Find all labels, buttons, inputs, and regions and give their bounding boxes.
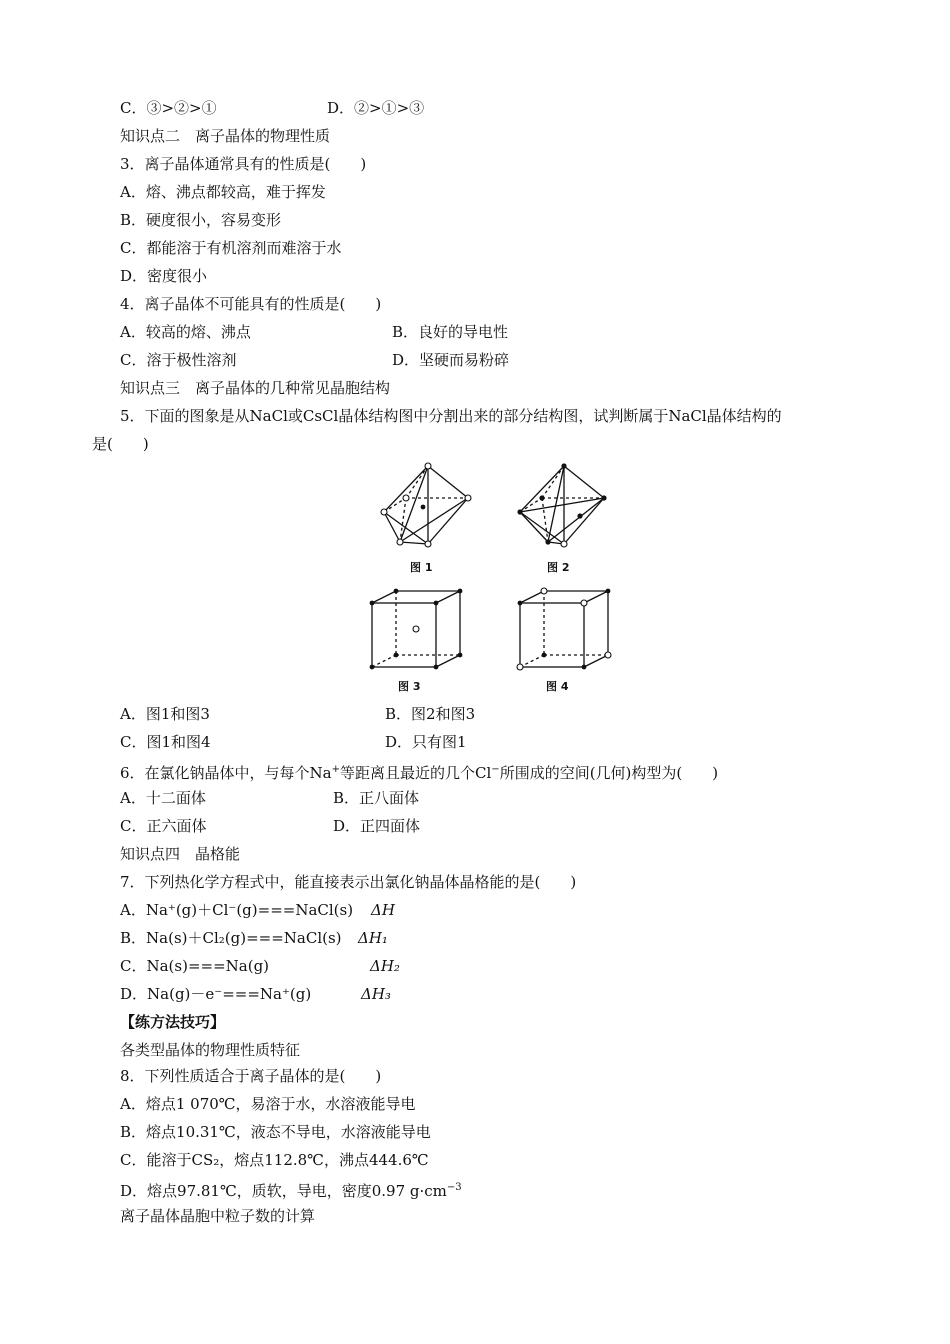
q5-option-c: C．图1和图4	[120, 733, 211, 751]
q7-option-d-enthalpy: ΔH₃	[361, 985, 391, 1003]
q4-stem: 4．离子晶体不可能具有的性质是( )	[120, 295, 382, 313]
fig1-atom-open	[425, 463, 431, 469]
fig2-caption: 图 2	[547, 561, 570, 574]
fig1-atom-open	[403, 495, 409, 501]
q5-stem-line2: 是( )	[92, 435, 149, 453]
q2-option-c: C．③>②>①	[120, 99, 217, 117]
q2-option-d: D．②>①>③	[327, 99, 425, 117]
fig2-atom-filled	[517, 509, 522, 514]
fig4-atom-open	[605, 652, 611, 658]
method-subtopic-1: 各类型晶体的物理性质特征	[120, 1041, 301, 1059]
q5-option-a: A．图1和图3	[120, 705, 210, 723]
figure-1-octahedron	[384, 466, 468, 544]
q5-stem-line1: 5．下面的图象是从NaCl或CsCl晶体结构图中分割出来的部分结构图，试判断属于NaCl晶体结构的	[120, 407, 782, 425]
q3-stem: 3．离子晶体通常具有的性质是( )	[120, 155, 367, 173]
q7-option-a: A．Na⁺(g)＋Cl⁻(g)===NaCl(s)	[120, 901, 354, 919]
fig3-corner-atom	[370, 665, 375, 670]
q7-stem: 7．下列热化学方程式中，能直接表示出氯化钠晶体晶格能的是( )	[120, 873, 577, 891]
q4-option-d: D．坚硬而易粉碎	[392, 351, 510, 369]
figure-2-octahedron	[520, 466, 604, 544]
fig3-corner-atom	[370, 601, 375, 606]
q7-option-b-enthalpy: ΔH₁	[358, 929, 388, 947]
q8-option-c: C．能溶于CS₂，熔点112.8℃，沸点444.6℃	[120, 1151, 429, 1169]
q8-option-b: B．熔点10.31℃，液态不导电，水溶液能导电	[120, 1123, 431, 1141]
knowledge-point-2-heading: 知识点二 离子晶体的物理性质	[120, 127, 331, 145]
q3-option-c: C．都能溶于有机溶剂而难溶于水	[120, 239, 342, 257]
knowledge-point-3-heading: 知识点三 离子晶体的几种常见晶胞结构	[120, 379, 391, 397]
q7-option-b: B．Na(s)＋Cl₂(g)===NaCl(s)	[120, 929, 342, 947]
q8-option-d: D．熔点97.81℃，质软，导电，密度0.97 $g\cdot cm^{-3}$	[120, 1182, 462, 1200]
fig3-center-atom	[413, 626, 419, 632]
fig4-atom-filled	[606, 589, 611, 594]
figure-4-cube	[520, 591, 608, 667]
q6-stem: 6．在氯化钠晶体中，与每个Na+等距离且最近的几个Cl−所围成的空间(几何)构型为( )	[120, 764, 719, 782]
method-subtopic-2: 离子晶体晶胞中粒子数的计算	[120, 1207, 316, 1225]
q7-option-c-enthalpy: ΔH₂	[370, 957, 400, 975]
q8-option-a: A．熔点1 070℃，易溶于水，水溶液能导电	[120, 1095, 416, 1113]
q6-option-a: A．十二面体	[120, 789, 206, 807]
q3-option-a: A．熔、沸点都较高，难于挥发	[120, 183, 326, 201]
fig3-corner-atom	[458, 653, 463, 658]
fig3-corner-atom	[434, 601, 439, 606]
fig4-caption: 图 4	[546, 680, 569, 693]
q6-option-d: D．正四面体	[333, 817, 421, 835]
q5-option-d: D．只有图1	[385, 733, 467, 751]
fig4-atom-filled	[518, 601, 523, 606]
fig1-atom-open	[397, 539, 403, 545]
fig4-atom-filled	[542, 653, 547, 658]
fig1-atom-open	[465, 495, 471, 501]
fig1-atom-open	[381, 509, 387, 515]
crystal-structure-figures	[0, 458, 950, 698]
knowledge-point-4-heading: 知识点四 晶格能	[120, 845, 241, 863]
fig3-corner-atom	[434, 665, 439, 670]
method-skills-header: 【练方法技巧】	[120, 1013, 226, 1031]
fig4-atom-open	[581, 600, 587, 606]
fig1-atom-open	[425, 541, 431, 547]
q4-option-a: A．较高的熔、沸点	[120, 323, 251, 341]
fig3-corner-atom	[458, 589, 463, 594]
fig3-corner-atom	[394, 653, 399, 658]
q7-option-d: D．Na(g)－e⁻===Na⁺(g)	[120, 985, 312, 1003]
q4-option-b: B．良好的导电性	[392, 323, 509, 341]
q3-option-d: D．密度很小	[120, 267, 208, 285]
fig1-caption: 图 1	[410, 561, 433, 574]
q5-option-b: B．图2和图3	[385, 705, 476, 723]
q6-option-b: B．正八面体	[333, 789, 420, 807]
fig2-atom-filled	[601, 495, 606, 500]
fig2-atom-filled	[539, 495, 544, 500]
fig4-atom-open	[541, 588, 547, 594]
fig2-atom-open	[561, 541, 567, 547]
fig3-corner-atom	[394, 589, 399, 594]
q3-option-b: B．硬度很小，容易变形	[120, 211, 282, 229]
q8-stem: 8．下列性质适合于离子晶体的是( )	[120, 1067, 382, 1085]
fig2-atom-filled	[577, 513, 582, 518]
q4-option-c: C．溶于极性溶剂	[120, 351, 237, 369]
fig2-atom-filled	[561, 463, 566, 468]
q6-option-c: C．正六面体	[120, 817, 207, 835]
q7-option-c: C．Na(s)===Na(g)	[120, 957, 270, 975]
fig3-caption: 图 3	[398, 680, 421, 693]
fig4-atom-filled	[582, 665, 587, 670]
fig2-atom-filled	[545, 539, 550, 544]
fig4-atom-open	[517, 664, 523, 670]
q7-option-a-enthalpy: ΔH	[371, 901, 395, 919]
fig1-center-atom	[421, 505, 426, 510]
